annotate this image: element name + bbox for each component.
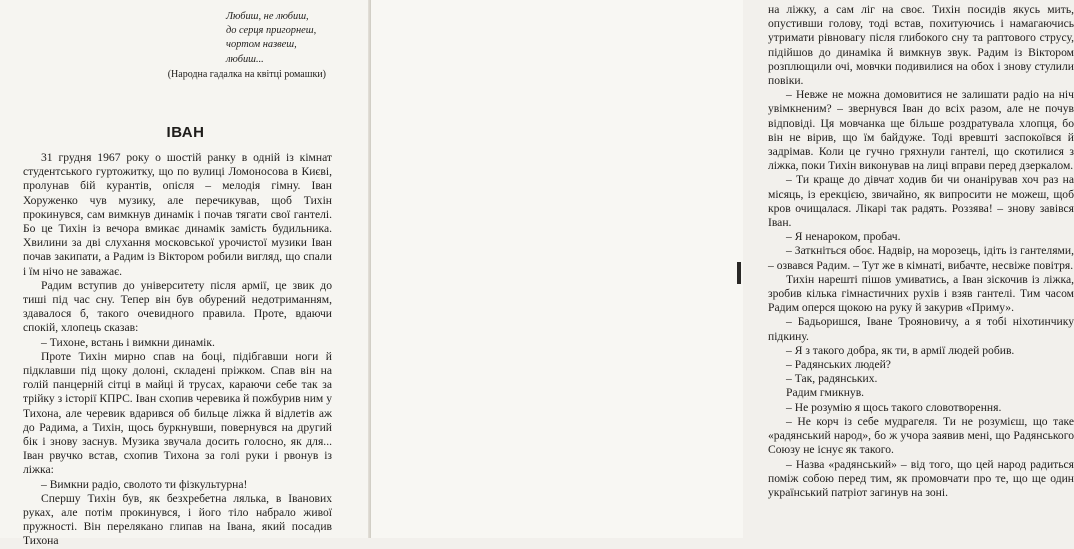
paragraph: 31 грудня 1967 року о шостій ранку в одній із кімнат студентського гуртожитку, що по вулиці Ломоносова в Києві, пролунав бій курантів, опісля – мелодія гімну. Іван Хоруженко чув музику, але перечикував, щоб Тихін прокинувся, сам вимкнув динамік і почав тягати свої гантелі. Бо це Тихін із вечора вмикає динамік замість будильника. Хвилини за дві слухання московської урочистої музики Іван почав закипати, а Радим із Віктором робили вигляд, що спали і їм нічо не заважає. (23, 151, 332, 278)
paragraph: – Я з такого добра, як ти, в армії людей робив. (786, 343, 1015, 357)
paragraph: – Бадьоришся, Іване Трояновичу, а я тобі ніхотинчику підкину. (768, 315, 1074, 343)
paragraph: – Не корч із себе мудрагеля. Ти не розумієш, що таке «радянський народ», бо ж учора заявив мені, що Радянського Союзу не існує як такого. (768, 414, 1074, 457)
epigraph-line: до серця пригорнеш, (226, 25, 317, 37)
paragraph: Радим гмикнув. (786, 386, 865, 400)
right-body-text (768, 3, 1074, 500)
paragraph: Тихін нарешті пішов умиватись, а Іван зіскочив із ліжка, зробив кілька гімнастичних рухів і взяв гантелі. Тим часом Радим оперся щокою на руку й закурив «Приму». (768, 272, 1074, 315)
paragraph: – Невже не можна домовитися не залишати радіо на ніч увімкненим? – звернувся Іван до всіх разом, але не почув відповіді. Ця мовчанка ще більше роздратувала хлопця, бо він не вірив, що їм байдуже. Тоді вревшті заспокоївся й задрімав. Коли це гучно гряхнули гантелі, що скотилися з ліжка, поки Тихін виконував на лиці вправи перед дзеркалом. (768, 88, 1074, 173)
paragraph: – Радянських людей? (786, 358, 891, 372)
left-body-text (23, 151, 332, 549)
epigraph-line: любиш... (226, 53, 264, 65)
paragraph: – Заткніться обоє. Надвір, на морозець, ідіть із гантелями, – озвався Радим. – Тут же в кімнаті, вибачте, несвіже повітря. (768, 244, 1074, 272)
left-page (0, 0, 371, 548)
epigraph (150, 10, 326, 82)
paragraph: – Я ненароком, пробач. (786, 230, 901, 244)
paragraph: – Тихоне, встань і вимкни динамік. (41, 335, 215, 349)
paragraph: – Вимкни радіо, сволото ти фізкультурна! (41, 477, 248, 491)
paragraph: Спершу Тихін був, як безхребетна лялька, в Іванових руках, але потім прокинувся, і його тіло набрало живої пружності. Він переляканo глипав на Івана, який посадив Тихона (23, 491, 332, 548)
paragraph: на ліжку, а сам ліг на своє. Тихін посидів якусь мить, опустивши голову, тоді встав, похитуючись і намагаючись утримати рівновагу після глибокого сну та раптового струсу, підійшов до динаміка й вимкнув звук. Радим із Віктором розплющили очі, мовчки подивилися на обох і знову стулили повіки. (768, 3, 1074, 88)
epigraph-source: (Народна гадалка на квітці ромашки) (167, 68, 326, 80)
chapter-title: ІВАН (166, 124, 205, 141)
paragraph: Проте Тихін мирно спав на боці, підібгавши ноги й підклавши під щоку долоні, складені пріжком. Спав він на голій панцерній сітці в майці й трусах, караючи себе так за трійку з історії КПРС. Іван схопив черевика й пожбурив ним у Тихона, але черевик вдарився об бильце ліжка й відлетів аж до Радима, а Тихін, щось буркнувши, повернувся на другий бік і знову заснув. Музика звучала досить голосно, як для... Іван рвучко встав, схопив Тихона за голі руки і рвонув із ліжка: (23, 349, 332, 477)
epigraph-line: чортом назвеш, (226, 39, 297, 51)
right-page (371, 0, 1074, 538)
paragraph: Радим вступив до університету після армії, це звик до тиші під час сну. Тепер він був обурений недотриманням, здавалося б, такого очевидного правила. Проте, вдаючи спокій, хлопець сказав: (23, 278, 332, 335)
epigraph-line: Любиш, не любиш, (226, 11, 309, 22)
paragraph: – Так, радянських. (786, 372, 878, 386)
paragraph: – Назва «радянський» – від того, що цей народ радиться поміж собою перед тим, як промовчати про те, що ще один український патріот загинув на зоні. (768, 457, 1074, 499)
page-edge-tab (737, 262, 741, 284)
paragraph: – Не розумію я щось такого словотворення. (786, 400, 1002, 414)
paragraph: – Ти краще до дівчат ходив би чи онанірував хоч раз на місяць, із ерекцією, звичайно, як випросити не можеш, щоб кров очищалася. Лікарі так радять. Роззява! – знову завівся Іван. (768, 173, 1074, 230)
